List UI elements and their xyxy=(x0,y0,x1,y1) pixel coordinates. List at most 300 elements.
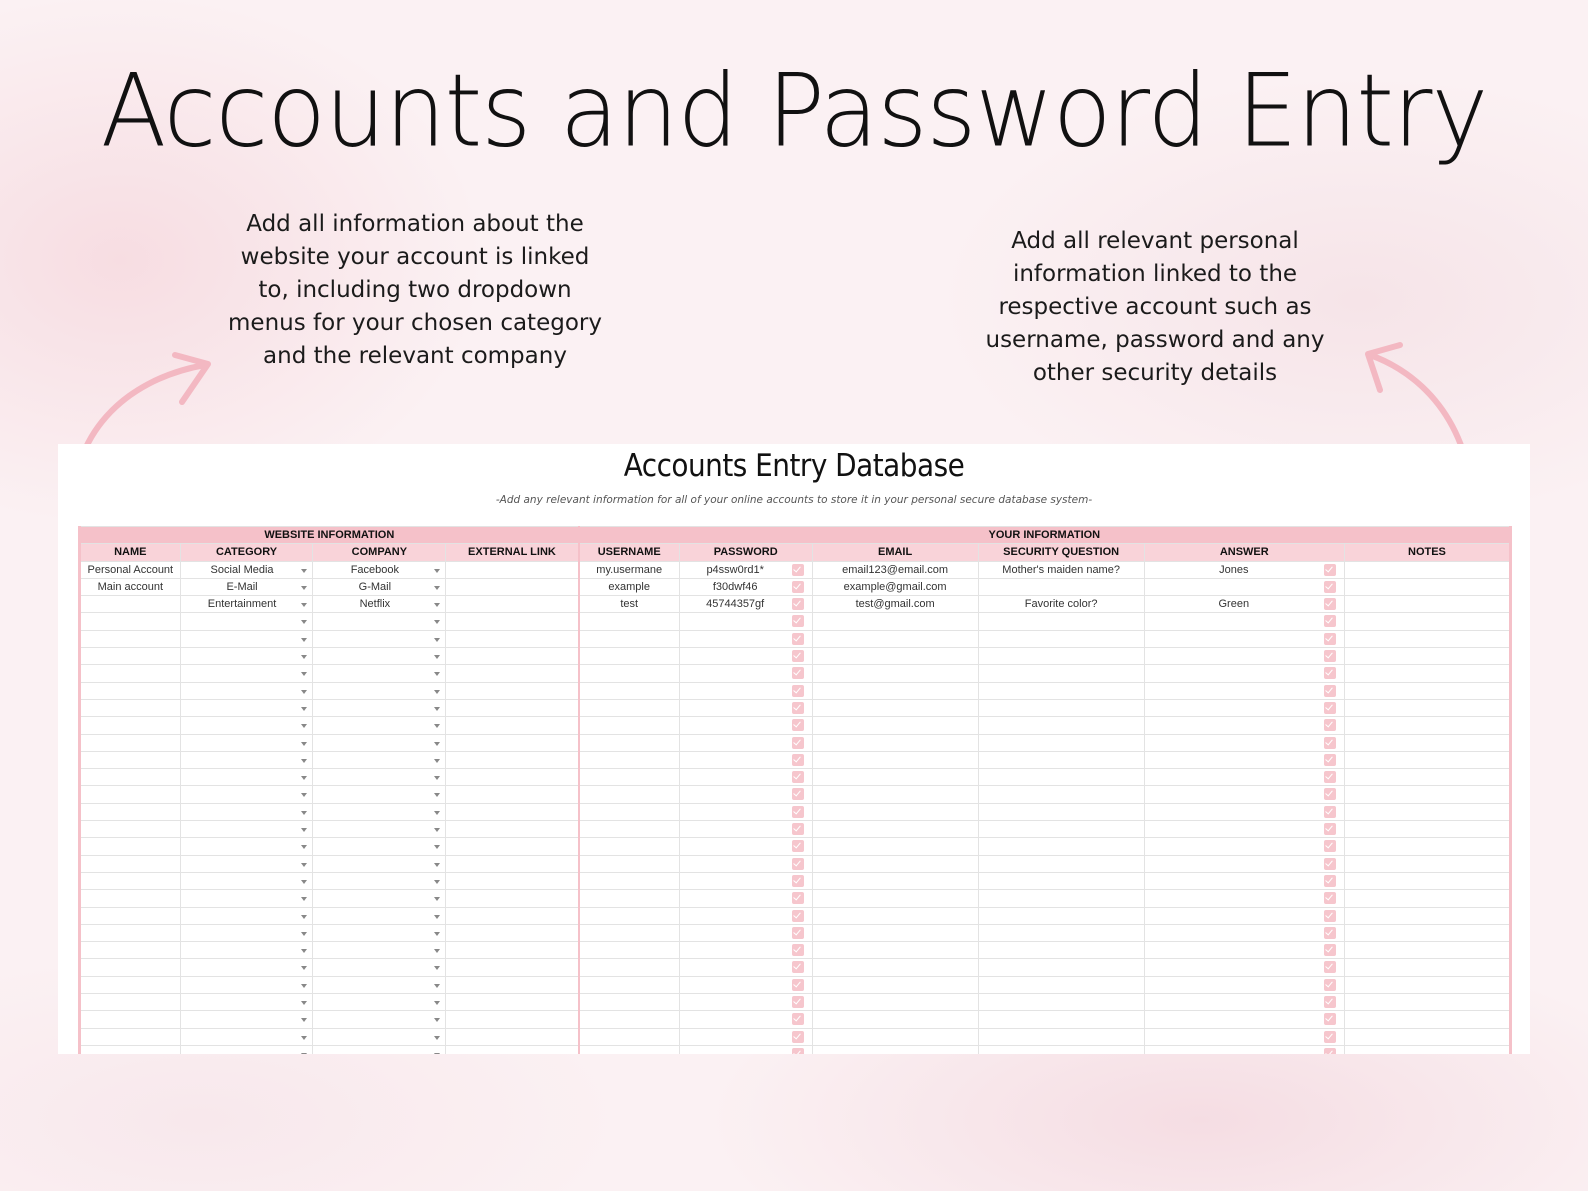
cell-email[interactable] xyxy=(812,786,978,803)
cell-password[interactable] xyxy=(679,786,812,803)
dropdown-company[interactable] xyxy=(313,855,446,872)
dropdown-category[interactable] xyxy=(180,821,313,838)
dropdown-company[interactable] xyxy=(313,1011,446,1028)
cell-password[interactable] xyxy=(679,1045,812,1054)
cell-email[interactable] xyxy=(812,838,978,855)
cell-name[interactable] xyxy=(80,682,181,699)
dropdown-category[interactable] xyxy=(180,717,313,734)
cell-email[interactable] xyxy=(812,561,978,578)
cell-question[interactable] xyxy=(978,769,1144,786)
checkbox-icon[interactable] xyxy=(1324,892,1336,904)
cell-answer[interactable] xyxy=(1144,994,1344,1011)
dropdown-category[interactable] xyxy=(180,561,313,578)
cell-username[interactable] xyxy=(579,1045,680,1054)
cell-email[interactable] xyxy=(812,1045,978,1054)
cell-email[interactable] xyxy=(812,578,978,595)
cell-link[interactable] xyxy=(446,907,579,924)
cell-answer[interactable] xyxy=(1144,717,1344,734)
cell-link[interactable] xyxy=(446,1028,579,1045)
dropdown-category[interactable] xyxy=(180,1045,313,1054)
checkbox-icon[interactable] xyxy=(1324,737,1336,749)
checkbox-icon[interactable] xyxy=(1324,564,1336,576)
cell-password[interactable] xyxy=(679,613,812,630)
cell-name[interactable] xyxy=(80,924,181,941)
cell-password[interactable] xyxy=(679,838,812,855)
cell-link[interactable] xyxy=(446,872,579,889)
cell-email[interactable] xyxy=(812,596,978,613)
cell-answer[interactable] xyxy=(1144,769,1344,786)
cell-password[interactable] xyxy=(679,717,812,734)
cell-username[interactable] xyxy=(579,855,680,872)
dropdown-company[interactable] xyxy=(313,872,446,889)
checkbox-icon[interactable] xyxy=(792,598,804,610)
cell-email[interactable] xyxy=(812,717,978,734)
cell-question[interactable] xyxy=(978,699,1144,716)
checkbox-icon[interactable] xyxy=(792,1031,804,1043)
cell-name[interactable] xyxy=(80,890,181,907)
cell-name[interactable] xyxy=(80,596,181,613)
cell-question[interactable] xyxy=(978,959,1144,976)
dropdown-company[interactable] xyxy=(313,994,446,1011)
cell-email[interactable] xyxy=(812,803,978,820)
cell-question[interactable] xyxy=(978,682,1144,699)
cell-username[interactable] xyxy=(579,734,680,751)
checkbox-icon[interactable] xyxy=(792,961,804,973)
cell-link[interactable] xyxy=(446,1011,579,1028)
cell-notes[interactable] xyxy=(1344,821,1510,838)
cell-email[interactable] xyxy=(812,959,978,976)
checkbox-icon[interactable] xyxy=(792,892,804,904)
cell-name[interactable] xyxy=(80,769,181,786)
cell-username[interactable] xyxy=(579,561,680,578)
cell-password[interactable] xyxy=(679,959,812,976)
cell-link[interactable] xyxy=(446,1045,579,1054)
cell-username[interactable] xyxy=(579,596,680,613)
cell-password[interactable] xyxy=(679,648,812,665)
cell-username[interactable] xyxy=(579,1028,680,1045)
cell-answer[interactable] xyxy=(1144,734,1344,751)
checkbox-icon[interactable] xyxy=(792,650,804,662)
dropdown-category[interactable] xyxy=(180,855,313,872)
checkbox-icon[interactable] xyxy=(792,667,804,679)
dropdown-category[interactable] xyxy=(180,630,313,647)
cell-question[interactable] xyxy=(978,734,1144,751)
cell-name[interactable] xyxy=(80,872,181,889)
cell-notes[interactable] xyxy=(1344,596,1510,613)
dropdown-category[interactable] xyxy=(180,1011,313,1028)
cell-name[interactable] xyxy=(80,959,181,976)
dropdown-company[interactable] xyxy=(313,976,446,993)
checkbox-icon[interactable] xyxy=(792,771,804,783)
cell-answer[interactable] xyxy=(1144,682,1344,699)
cell-answer[interactable] xyxy=(1144,907,1344,924)
dropdown-company[interactable] xyxy=(313,665,446,682)
dropdown-category[interactable] xyxy=(180,596,313,613)
dropdown-company[interactable] xyxy=(313,769,446,786)
cell-email[interactable] xyxy=(812,682,978,699)
cell-answer[interactable] xyxy=(1144,596,1344,613)
cell-name[interactable] xyxy=(80,613,181,630)
checkbox-icon[interactable] xyxy=(1324,806,1336,818)
cell-email[interactable] xyxy=(812,821,978,838)
dropdown-company[interactable] xyxy=(313,890,446,907)
checkbox-icon[interactable] xyxy=(1324,650,1336,662)
dropdown-company[interactable] xyxy=(313,942,446,959)
cell-notes[interactable] xyxy=(1344,734,1510,751)
dropdown-category[interactable] xyxy=(180,699,313,716)
dropdown-category[interactable] xyxy=(180,613,313,630)
cell-password[interactable] xyxy=(679,561,812,578)
cell-question[interactable] xyxy=(978,578,1144,595)
checkbox-icon[interactable] xyxy=(792,910,804,922)
cell-link[interactable] xyxy=(446,596,579,613)
dropdown-category[interactable] xyxy=(180,648,313,665)
cell-link[interactable] xyxy=(446,613,579,630)
cell-password[interactable] xyxy=(679,994,812,1011)
cell-link[interactable] xyxy=(446,630,579,647)
cell-password[interactable] xyxy=(679,976,812,993)
cell-question[interactable] xyxy=(978,994,1144,1011)
cell-password[interactable] xyxy=(679,751,812,768)
dropdown-company[interactable] xyxy=(313,786,446,803)
cell-name[interactable] xyxy=(80,821,181,838)
cell-email[interactable] xyxy=(812,751,978,768)
cell-question[interactable] xyxy=(978,665,1144,682)
cell-username[interactable] xyxy=(579,924,680,941)
cell-email[interactable] xyxy=(812,1011,978,1028)
checkbox-icon[interactable] xyxy=(792,996,804,1008)
cell-username[interactable] xyxy=(579,717,680,734)
cell-username[interactable] xyxy=(579,872,680,889)
checkbox-icon[interactable] xyxy=(1324,1048,1336,1054)
cell-link[interactable] xyxy=(446,769,579,786)
cell-username[interactable] xyxy=(579,821,680,838)
cell-password[interactable] xyxy=(679,630,812,647)
cell-link[interactable] xyxy=(446,821,579,838)
dropdown-category[interactable] xyxy=(180,665,313,682)
cell-link[interactable] xyxy=(446,717,579,734)
cell-question[interactable] xyxy=(978,821,1144,838)
cell-answer[interactable] xyxy=(1144,786,1344,803)
checkbox-icon[interactable] xyxy=(1324,598,1336,610)
cell-link[interactable] xyxy=(446,734,579,751)
cell-name[interactable] xyxy=(80,648,181,665)
cell-name[interactable] xyxy=(80,907,181,924)
dropdown-company[interactable] xyxy=(313,751,446,768)
checkbox-icon[interactable] xyxy=(1324,1013,1336,1025)
cell-password[interactable] xyxy=(679,803,812,820)
checkbox-icon[interactable] xyxy=(1324,754,1336,766)
dropdown-company[interactable] xyxy=(313,699,446,716)
cell-name[interactable] xyxy=(80,1045,181,1054)
cell-answer[interactable] xyxy=(1144,613,1344,630)
cell-email[interactable] xyxy=(812,976,978,993)
cell-username[interactable] xyxy=(579,994,680,1011)
cell-notes[interactable] xyxy=(1344,561,1510,578)
dropdown-category[interactable] xyxy=(180,907,313,924)
cell-password[interactable] xyxy=(679,578,812,595)
dropdown-company[interactable] xyxy=(313,648,446,665)
dropdown-company[interactable] xyxy=(313,821,446,838)
cell-notes[interactable] xyxy=(1344,1045,1510,1054)
cell-question[interactable] xyxy=(978,890,1144,907)
cell-username[interactable] xyxy=(579,648,680,665)
cell-link[interactable] xyxy=(446,890,579,907)
cell-password[interactable] xyxy=(679,1011,812,1028)
dropdown-company[interactable] xyxy=(313,924,446,941)
cell-notes[interactable] xyxy=(1344,907,1510,924)
cell-question[interactable] xyxy=(978,838,1144,855)
checkbox-icon[interactable] xyxy=(1324,927,1336,939)
dropdown-company[interactable] xyxy=(313,1045,446,1054)
cell-question[interactable] xyxy=(978,561,1144,578)
cell-link[interactable] xyxy=(446,561,579,578)
dropdown-category[interactable] xyxy=(180,786,313,803)
cell-notes[interactable] xyxy=(1344,648,1510,665)
cell-answer[interactable] xyxy=(1144,872,1344,889)
cell-name[interactable] xyxy=(80,803,181,820)
cell-link[interactable] xyxy=(446,578,579,595)
cell-username[interactable] xyxy=(579,976,680,993)
checkbox-icon[interactable] xyxy=(792,927,804,939)
checkbox-icon[interactable] xyxy=(1324,875,1336,887)
checkbox-icon[interactable] xyxy=(1324,771,1336,783)
cell-password[interactable] xyxy=(679,924,812,941)
cell-answer[interactable] xyxy=(1144,1028,1344,1045)
dropdown-category[interactable] xyxy=(180,769,313,786)
cell-password[interactable] xyxy=(679,734,812,751)
checkbox-icon[interactable] xyxy=(792,840,804,852)
cell-password[interactable] xyxy=(679,907,812,924)
dropdown-company[interactable] xyxy=(313,959,446,976)
dropdown-category[interactable] xyxy=(180,890,313,907)
cell-username[interactable] xyxy=(579,630,680,647)
checkbox-icon[interactable] xyxy=(792,1013,804,1025)
checkbox-icon[interactable] xyxy=(1324,788,1336,800)
checkbox-icon[interactable] xyxy=(792,823,804,835)
cell-question[interactable] xyxy=(978,976,1144,993)
checkbox-icon[interactable] xyxy=(1324,633,1336,645)
cell-link[interactable] xyxy=(446,924,579,941)
checkbox-icon[interactable] xyxy=(792,788,804,800)
cell-link[interactable] xyxy=(446,994,579,1011)
cell-email[interactable] xyxy=(812,665,978,682)
cell-link[interactable] xyxy=(446,959,579,976)
cell-name[interactable] xyxy=(80,838,181,855)
cell-password[interactable] xyxy=(679,665,812,682)
cell-password[interactable] xyxy=(679,769,812,786)
cell-answer[interactable] xyxy=(1144,751,1344,768)
cell-email[interactable] xyxy=(812,942,978,959)
cell-username[interactable] xyxy=(579,578,680,595)
dropdown-company[interactable] xyxy=(313,838,446,855)
dropdown-category[interactable] xyxy=(180,1028,313,1045)
cell-username[interactable] xyxy=(579,769,680,786)
cell-notes[interactable] xyxy=(1344,959,1510,976)
cell-link[interactable] xyxy=(446,751,579,768)
cell-name[interactable] xyxy=(80,665,181,682)
checkbox-icon[interactable] xyxy=(792,702,804,714)
cell-answer[interactable] xyxy=(1144,665,1344,682)
cell-link[interactable] xyxy=(446,665,579,682)
cell-notes[interactable] xyxy=(1344,769,1510,786)
cell-notes[interactable] xyxy=(1344,1028,1510,1045)
cell-notes[interactable] xyxy=(1344,803,1510,820)
cell-username[interactable] xyxy=(579,838,680,855)
cell-username[interactable] xyxy=(579,803,680,820)
cell-notes[interactable] xyxy=(1344,994,1510,1011)
checkbox-icon[interactable] xyxy=(1324,840,1336,852)
checkbox-icon[interactable] xyxy=(792,737,804,749)
cell-username[interactable] xyxy=(579,890,680,907)
cell-question[interactable] xyxy=(978,1045,1144,1054)
cell-name[interactable] xyxy=(80,561,181,578)
cell-question[interactable] xyxy=(978,924,1144,941)
checkbox-icon[interactable] xyxy=(792,979,804,991)
cell-password[interactable] xyxy=(679,942,812,959)
checkbox-icon[interactable] xyxy=(1324,944,1336,956)
dropdown-category[interactable] xyxy=(180,803,313,820)
cell-question[interactable] xyxy=(978,803,1144,820)
cell-notes[interactable] xyxy=(1344,613,1510,630)
cell-password[interactable] xyxy=(679,596,812,613)
cell-notes[interactable] xyxy=(1344,578,1510,595)
cell-email[interactable] xyxy=(812,769,978,786)
cell-question[interactable] xyxy=(978,1011,1144,1028)
cell-link[interactable] xyxy=(446,976,579,993)
cell-password[interactable] xyxy=(679,699,812,716)
checkbox-icon[interactable] xyxy=(1324,667,1336,679)
cell-question[interactable] xyxy=(978,855,1144,872)
cell-email[interactable] xyxy=(812,699,978,716)
cell-notes[interactable] xyxy=(1344,872,1510,889)
dropdown-category[interactable] xyxy=(180,872,313,889)
cell-link[interactable] xyxy=(446,786,579,803)
checkbox-icon[interactable] xyxy=(792,754,804,766)
dropdown-category[interactable] xyxy=(180,734,313,751)
cell-username[interactable] xyxy=(579,682,680,699)
cell-name[interactable] xyxy=(80,717,181,734)
cell-notes[interactable] xyxy=(1344,1011,1510,1028)
checkbox-icon[interactable] xyxy=(792,719,804,731)
cell-link[interactable] xyxy=(446,682,579,699)
cell-notes[interactable] xyxy=(1344,942,1510,959)
cell-email[interactable] xyxy=(812,924,978,941)
cell-name[interactable] xyxy=(80,976,181,993)
cell-question[interactable] xyxy=(978,613,1144,630)
checkbox-icon[interactable] xyxy=(792,1048,804,1054)
cell-notes[interactable] xyxy=(1344,786,1510,803)
cell-name[interactable] xyxy=(80,994,181,1011)
cell-question[interactable] xyxy=(978,872,1144,889)
cell-answer[interactable] xyxy=(1144,578,1344,595)
cell-answer[interactable] xyxy=(1144,821,1344,838)
checkbox-icon[interactable] xyxy=(1324,910,1336,922)
cell-answer[interactable] xyxy=(1144,803,1344,820)
cell-username[interactable] xyxy=(579,613,680,630)
cell-question[interactable] xyxy=(978,630,1144,647)
cell-name[interactable] xyxy=(80,942,181,959)
dropdown-company[interactable] xyxy=(313,734,446,751)
cell-question[interactable] xyxy=(978,942,1144,959)
dropdown-company[interactable] xyxy=(313,561,446,578)
cell-password[interactable] xyxy=(679,855,812,872)
cell-password[interactable] xyxy=(679,682,812,699)
checkbox-icon[interactable] xyxy=(1324,685,1336,697)
cell-notes[interactable] xyxy=(1344,699,1510,716)
checkbox-icon[interactable] xyxy=(792,615,804,627)
cell-email[interactable] xyxy=(812,890,978,907)
cell-answer[interactable] xyxy=(1144,924,1344,941)
cell-notes[interactable] xyxy=(1344,838,1510,855)
cell-notes[interactable] xyxy=(1344,717,1510,734)
dropdown-company[interactable] xyxy=(313,682,446,699)
cell-password[interactable] xyxy=(679,890,812,907)
checkbox-icon[interactable] xyxy=(1324,1031,1336,1043)
cell-notes[interactable] xyxy=(1344,855,1510,872)
cell-username[interactable] xyxy=(579,959,680,976)
checkbox-icon[interactable] xyxy=(792,806,804,818)
checkbox-icon[interactable] xyxy=(1324,979,1336,991)
checkbox-icon[interactable] xyxy=(792,564,804,576)
cell-name[interactable] xyxy=(80,734,181,751)
cell-email[interactable] xyxy=(812,734,978,751)
dropdown-category[interactable] xyxy=(180,994,313,1011)
checkbox-icon[interactable] xyxy=(1324,581,1336,593)
dropdown-category[interactable] xyxy=(180,959,313,976)
cell-question[interactable] xyxy=(978,596,1144,613)
cell-notes[interactable] xyxy=(1344,682,1510,699)
cell-link[interactable] xyxy=(446,803,579,820)
checkbox-icon[interactable] xyxy=(792,633,804,645)
cell-username[interactable] xyxy=(579,751,680,768)
cell-name[interactable] xyxy=(80,630,181,647)
cell-notes[interactable] xyxy=(1344,924,1510,941)
cell-answer[interactable] xyxy=(1144,1011,1344,1028)
checkbox-icon[interactable] xyxy=(1324,615,1336,627)
cell-question[interactable] xyxy=(978,1028,1144,1045)
dropdown-company[interactable] xyxy=(313,803,446,820)
cell-answer[interactable] xyxy=(1144,890,1344,907)
cell-answer[interactable] xyxy=(1144,630,1344,647)
cell-password[interactable] xyxy=(679,821,812,838)
dropdown-company[interactable] xyxy=(313,613,446,630)
cell-answer[interactable] xyxy=(1144,648,1344,665)
cell-username[interactable] xyxy=(579,1011,680,1028)
cell-name[interactable] xyxy=(80,1028,181,1045)
cell-answer[interactable] xyxy=(1144,855,1344,872)
cell-name[interactable] xyxy=(80,1011,181,1028)
cell-password[interactable] xyxy=(679,1028,812,1045)
cell-answer[interactable] xyxy=(1144,561,1344,578)
dropdown-category[interactable] xyxy=(180,976,313,993)
dropdown-company[interactable] xyxy=(313,578,446,595)
cell-notes[interactable] xyxy=(1344,976,1510,993)
dropdown-category[interactable] xyxy=(180,838,313,855)
cell-email[interactable] xyxy=(812,994,978,1011)
cell-question[interactable] xyxy=(978,751,1144,768)
cell-email[interactable] xyxy=(812,907,978,924)
checkbox-icon[interactable] xyxy=(1324,961,1336,973)
checkbox-icon[interactable] xyxy=(1324,996,1336,1008)
cell-question[interactable] xyxy=(978,648,1144,665)
cell-email[interactable] xyxy=(812,648,978,665)
cell-answer[interactable] xyxy=(1144,838,1344,855)
cell-username[interactable] xyxy=(579,786,680,803)
cell-name[interactable] xyxy=(80,855,181,872)
dropdown-category[interactable] xyxy=(180,942,313,959)
cell-email[interactable] xyxy=(812,855,978,872)
